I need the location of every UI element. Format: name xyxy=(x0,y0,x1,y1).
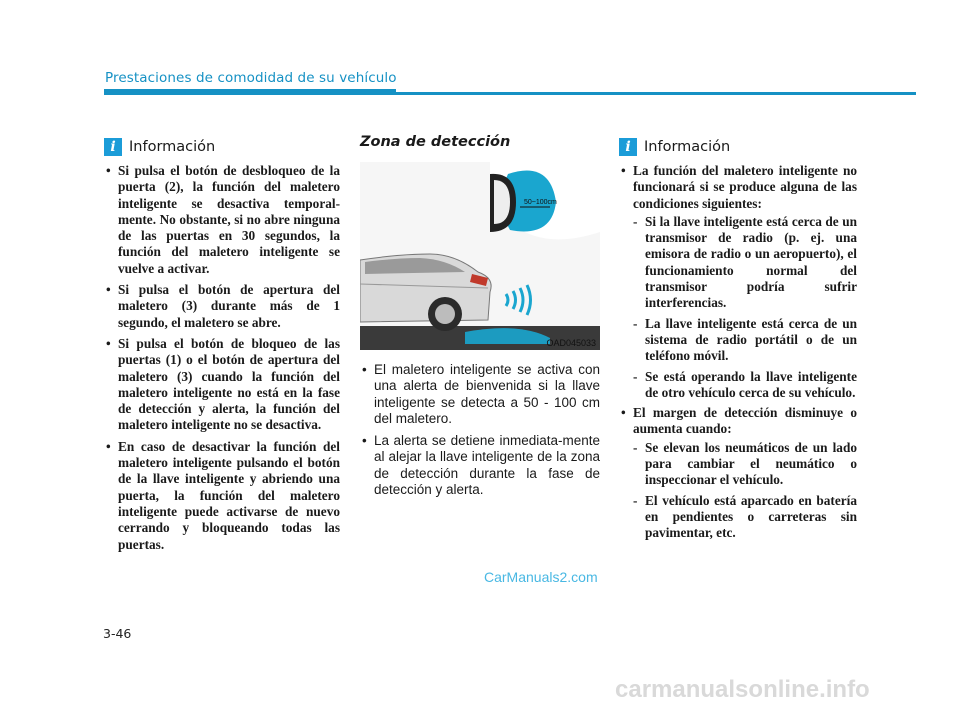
info-heading xyxy=(619,137,857,157)
car-rim xyxy=(435,304,455,324)
info-subitem: - Se está operando la llave inteligente de otro vehículo cerca de su vehículo. xyxy=(633,369,857,402)
page-number: 3-46 xyxy=(103,626,132,641)
info-item: • Si pulsa el botón de bloqueo de las puertas (1) o el botón de apertura del maletero (3) cuando la función del maletero inteligente no está en la fase de detección y alerta, la función del maletero inteligente no se desactiva. xyxy=(104,336,340,434)
info-item xyxy=(619,405,857,541)
info-heading xyxy=(104,137,340,157)
info-icon: i xyxy=(104,138,122,156)
distance-label: 50~100cm xyxy=(524,199,557,206)
info-item: • Si pulsa el botón de desbloqueo de la puerta (2), la función del maletero inteligente se desactiva temporal-mente. No obstante, si no abre ninguna de las puertas en 30 segundos, la función del maletero inteligente se vuelve a activar. xyxy=(104,163,340,277)
info-title: Información xyxy=(129,139,216,155)
info-list xyxy=(619,163,857,542)
info-item-text: El margen de detección disminuye o aumenta cuando: xyxy=(633,405,857,437)
figure-code: OAD045033 xyxy=(546,338,596,348)
right-column xyxy=(619,137,857,546)
info-list xyxy=(104,163,340,553)
info-item xyxy=(619,163,857,401)
detection-zone-figure xyxy=(360,162,600,350)
section-title: Zona de detección xyxy=(360,134,511,150)
watermark-link[interactable]: CarManuals2.com xyxy=(484,569,598,585)
info-icon: i xyxy=(619,138,637,156)
left-column xyxy=(104,137,340,558)
middle-column xyxy=(360,134,600,504)
section-header-title: Prestaciones de comodidad de su vehículo xyxy=(105,70,397,86)
info-sublist xyxy=(633,214,857,401)
info-subitem: - La llave inteligente está cerca de un sistema de radio portátil o de un teléfono móvil. xyxy=(633,316,857,365)
detection-item: • El maletero inteligente se activa con una alerta de bienvenida si la llave inteligente se detecta a 50 - 100 cm del maletero. xyxy=(360,362,600,427)
car-detection-illustration xyxy=(360,162,600,350)
info-title: Información xyxy=(644,139,731,155)
detection-item: • La alerta se detiene inmediata-mente al alejar la llave inteligente de la zona de detección durante la fase de detección y alerta. xyxy=(360,433,600,498)
info-subitem: - Se elevan los neumáticos de un lado para cambiar el neumático o inspeccionar el vehículo. xyxy=(633,440,857,489)
info-item-text: La función del maletero inteligente no funcionará si se produce alguna de las condiciones siguientes: xyxy=(633,163,857,211)
info-sublist xyxy=(633,440,857,542)
info-item: • Si pulsa el botón de apertura del maletero (3) durante más de 1 segundo, el maletero se abre. xyxy=(104,282,340,331)
detection-list xyxy=(360,362,600,498)
info-item: • En caso de desactivar la función del maletero inteligente pulsando el botón de la llave inteligente y abriendo una puerta, la función del maletero inteligente puede activarse de nuevo cerrando y bloqueando todas las puertas. xyxy=(104,439,340,553)
footer-watermark: carmanualsonline.info xyxy=(615,676,870,703)
info-subitem: - Si la llave inteligente está cerca de un transmisor de radio (p. ej. una emisora de radio o un aeropuerto), el funcionamiento normal del transmisor podría sufrir interferencias. xyxy=(633,214,857,312)
signal-waves xyxy=(506,285,531,315)
header-rule-accent xyxy=(104,89,396,95)
info-subitem: - El vehículo está aparcado en batería en pendientes o carreteras sin pavimentar, etc. xyxy=(633,493,857,542)
